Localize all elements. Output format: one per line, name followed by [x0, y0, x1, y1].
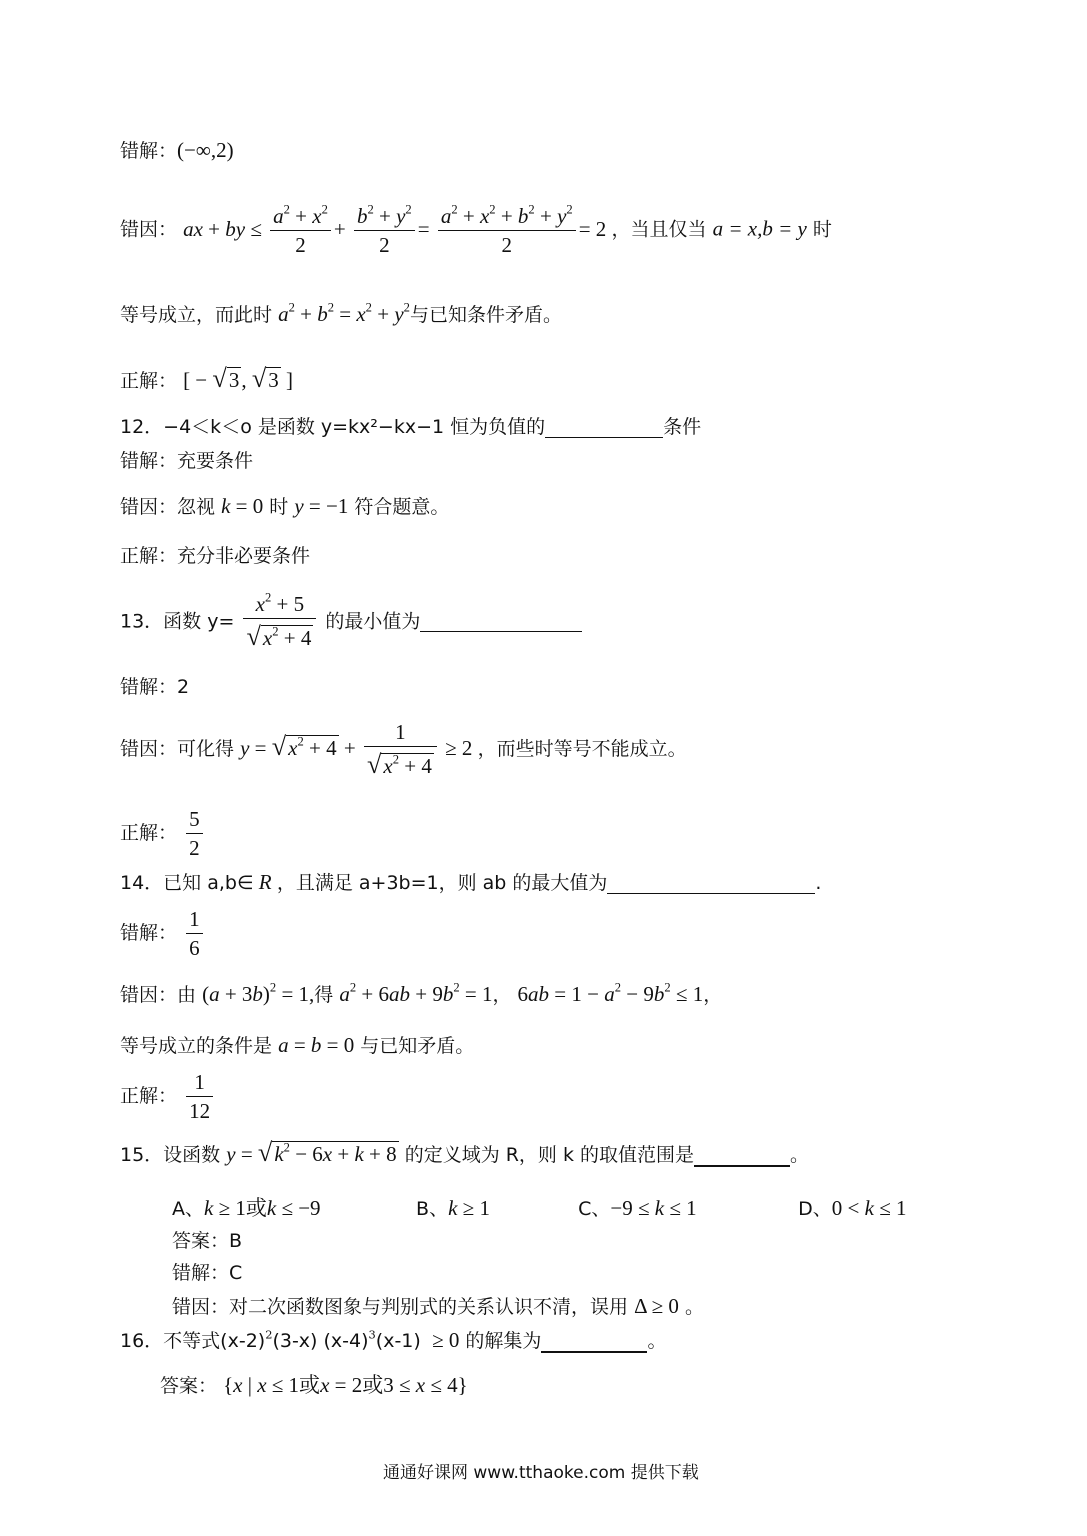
answer-blank — [607, 874, 815, 894]
formula-fraction: $\frac{5}{2}$ — [186, 805, 203, 863]
text: 与已知条件矛盾。 — [409, 304, 562, 326]
question-text: 的最小值为 — [325, 610, 421, 633]
line-reason-1 — [120, 202, 832, 260]
q14-correct — [120, 1068, 216, 1126]
page-footer: 通通好课网 www.tthaoke.com 提供下载 — [383, 1463, 699, 1483]
formula-set: {x | x ≤ 1或x = 2或3 ≤ x ≤ 4} — [223, 1373, 468, 1397]
text: ， — [492, 984, 512, 1006]
formula-equation: $a^2 + b^2 = x^2 + y^2$ — [278, 300, 410, 326]
q16-answer — [160, 1375, 468, 1396]
option-label: B、 — [416, 1198, 449, 1220]
label: 错解： — [120, 921, 178, 944]
text: 等号成立的条件是 — [120, 1035, 273, 1057]
text: 。 — [684, 1296, 704, 1318]
question-14 — [120, 872, 821, 894]
answer-blank — [541, 1332, 647, 1353]
formula-fraction: $\frac{x^2 + 5}{√x^2 + 4}$ — [243, 590, 316, 655]
formula: $6ab = 1 - a^2 - 9b^2 \le 1$ — [517, 980, 704, 1006]
line-correct-answer-1 — [120, 366, 293, 392]
text: 错因：对二次函数图象与判别式的关系认识不清，误用 — [172, 1296, 629, 1318]
label: 答案： — [160, 1375, 218, 1397]
formula-fraction: $\frac{1}{6}$ — [186, 905, 203, 963]
option-b: B、k ≥ 1 — [416, 1196, 490, 1220]
text: ，而些时等号不能成立。 — [477, 738, 687, 761]
question-15 — [120, 1140, 809, 1167]
question-text: 的解集为 — [465, 1330, 542, 1352]
option-c: C、−9 ≤ k ≤ 1 — [578, 1196, 697, 1220]
formula: ≥ 0 — [426, 1328, 460, 1352]
q12-reason — [120, 496, 449, 517]
q13-reason — [120, 718, 687, 783]
text: 错因：可化得 — [120, 738, 235, 761]
line-reason-1-cont — [120, 300, 562, 326]
text: 等号成立，而此时 — [120, 304, 273, 326]
question-12 — [120, 418, 701, 438]
option-a: A、k ≥ 1或k ≤ −9 — [172, 1196, 321, 1220]
question-text: (3-x) (x-4) — [272, 1330, 369, 1352]
text: . — [815, 872, 822, 894]
label: 正解： — [120, 821, 178, 844]
text: 错因：忽视 — [120, 496, 216, 518]
formula-fraction: $\frac{1}{12}$ — [186, 1068, 213, 1126]
answer-blank — [545, 418, 663, 438]
q12-wrong: 错解：充要条件 — [120, 450, 254, 472]
text: 符合题意。 — [354, 496, 450, 518]
question-text: 14．已知 a,b∈ — [120, 872, 254, 894]
q15-reason — [172, 1296, 704, 1317]
option-label: C、 — [578, 1198, 611, 1220]
answer-blank — [694, 1146, 790, 1167]
formula: y = −1 — [294, 494, 349, 518]
text: 得 — [314, 984, 334, 1006]
q15-answer: 答案：B — [172, 1230, 243, 1252]
text: 。 — [647, 1330, 667, 1352]
formula: $y = √x^2 + 4$ + $\frac{1}{√x^2 + 4}$ ≥ 2 — [240, 720, 478, 780]
question-text: 的定义域为 R，则 k 的取值范围是 — [404, 1144, 695, 1166]
q13-wrong: 错解：2 — [120, 676, 190, 698]
formula: a = b = 0 — [278, 1033, 355, 1057]
set-symbol: R — [253, 870, 277, 894]
formula-inequality: ax + by ≤ $\frac{a^2 + x^2}{2}$ + $\frac{b^2 + y^2}{2}$ = $\frac{a^2 + x^2 + b^2 + y^2}{2}$ = 2 — [183, 202, 612, 258]
text: 。 — [790, 1144, 810, 1166]
formula: Δ ≥ 0 — [634, 1294, 679, 1318]
question-16: 16．不等式$(x-2)^2(3-x) (x-4)^3(x-1) \ge 0$ 的解集为 。 — [120, 1327, 667, 1352]
question-13 — [120, 590, 582, 655]
label: 正解： — [120, 1084, 178, 1107]
option-label: A、 — [172, 1198, 204, 1220]
q14-reason-cont — [120, 1035, 474, 1056]
formula: $a^2 + 6ab + 9b^2 = 1$ — [339, 980, 493, 1006]
q14-wrong — [120, 905, 206, 963]
answer-blank — [420, 612, 582, 632]
label: 错解： — [120, 140, 178, 162]
text: 时 — [812, 218, 832, 241]
question-text: 条件 — [663, 416, 702, 438]
question-text: 12．−4＜k＜o 是函数 y=kx²−kx−1 恒为负值的 — [120, 416, 546, 438]
formula: $y = √k^2 - 6x + k + 8$ — [226, 1138, 397, 1167]
formula: $(a + 3b)^2 = 1$, — [202, 980, 315, 1006]
q15-wrong: 错解：C — [172, 1262, 243, 1284]
label: 正解： — [120, 370, 178, 392]
text: 时 — [269, 496, 289, 518]
text: ， — [703, 984, 723, 1006]
text: 错因：由 — [120, 984, 197, 1006]
label: 错因： — [120, 218, 178, 241]
question-text: ，且满足 a+3b=1，则 ab 的最大值为 — [276, 872, 608, 894]
formula-condition: a = x,b = y — [712, 216, 807, 241]
option-d: D、0 < k ≤ 1 — [798, 1196, 907, 1220]
question-text: (x-1) — [375, 1330, 421, 1352]
math-interval: (−∞,2) — [177, 138, 234, 162]
line-wrong-answer-1 — [120, 140, 234, 161]
formula-interval: [ − √3, √3 ] — [183, 364, 293, 393]
text: ，当且仅当 — [611, 218, 707, 241]
formula: k = 0 — [221, 494, 264, 518]
option-label: D、 — [798, 1198, 832, 1220]
question-text: 15．设函数 — [120, 1144, 221, 1166]
q15-options — [172, 1198, 906, 1219]
question-text: 16．不等式(x-2) — [120, 1330, 266, 1352]
q12-correct: 正解：充分非必要条件 — [120, 545, 311, 567]
q13-correct — [120, 805, 206, 863]
text: 与已知矛盾。 — [360, 1035, 475, 1057]
q14-reason — [120, 980, 723, 1006]
question-text: 13．函数 y= — [120, 610, 235, 633]
